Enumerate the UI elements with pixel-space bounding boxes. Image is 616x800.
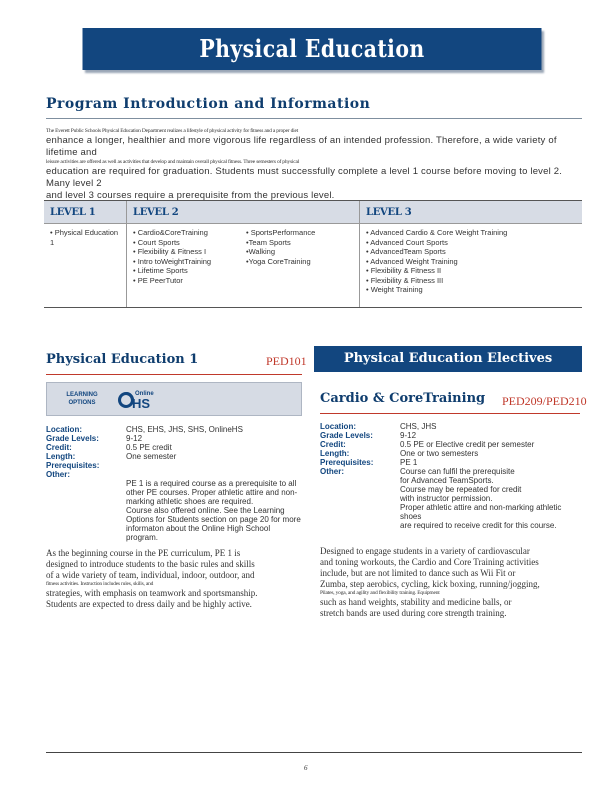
field-row bbox=[320, 440, 582, 449]
course-item: • Advanced Court Sports bbox=[366, 237, 448, 247]
level2-list-a bbox=[133, 228, 228, 285]
page-number: 6 bbox=[304, 764, 308, 772]
field-key: Location: bbox=[320, 422, 356, 431]
pe1-code: PED101 bbox=[266, 354, 307, 368]
course-item: • Flexibility & Fitness I bbox=[133, 247, 207, 256]
electives-banner: Physical Education Electives bbox=[314, 346, 582, 372]
field-value: CHS, EHS, JHS, SHS, OnlineHS bbox=[126, 425, 243, 434]
spacer bbox=[46, 515, 126, 524]
field-value: 0.5 PE credit bbox=[126, 443, 172, 452]
intro-line: leisure activities are offered as well as activities that develop and maintain overall physical fitness. Three semesters of physical bbox=[46, 159, 300, 165]
field-key: Credit: bbox=[320, 440, 346, 449]
other-text: PE 1 is a required course as a prerequisite to all bbox=[126, 479, 297, 488]
desc-line: designed to introduce students to the basic rules and skills bbox=[46, 559, 255, 569]
field-value: One or two semesters bbox=[400, 449, 479, 458]
field-key: Prerequisites: bbox=[46, 461, 100, 470]
desc-line: Designed to engage students in a variety of cardiovascular bbox=[320, 546, 530, 556]
field-row bbox=[46, 470, 302, 479]
divider bbox=[46, 118, 582, 119]
other-text: with instructor permission. bbox=[400, 494, 493, 503]
course-item: • Physical Education 1 bbox=[50, 228, 119, 247]
course-item: •Yoga CoreTraining bbox=[246, 256, 311, 266]
other-line bbox=[46, 515, 302, 524]
field-row bbox=[320, 467, 582, 476]
page-banner bbox=[83, 28, 542, 70]
other-line bbox=[46, 506, 302, 515]
course-item: • Lifetime Sports bbox=[133, 266, 188, 275]
other-line bbox=[320, 494, 582, 503]
field-key: Length: bbox=[46, 452, 76, 461]
other-line bbox=[320, 503, 582, 521]
field-key: Other: bbox=[320, 467, 344, 476]
other-text: Options for Students section on page 20 for more bbox=[126, 515, 301, 524]
level-header: LEVEL 3 bbox=[360, 201, 583, 224]
course-item: • Flexibility & Fitness III bbox=[366, 275, 444, 285]
other-text: other PE courses. Proper athletic attire and non- bbox=[126, 488, 298, 497]
cardio-underline bbox=[320, 413, 580, 414]
other-text: for Advanced TeamSports. bbox=[400, 476, 494, 485]
field-key: Grade Levels: bbox=[320, 431, 373, 440]
field-row bbox=[320, 422, 582, 431]
level2-list-b bbox=[246, 228, 315, 285]
field-value: PE 1 bbox=[400, 458, 418, 467]
other-line bbox=[46, 497, 302, 506]
intro-line: The Everett Public Schools Physical Education Department realizes a lifestyle of physical activity for fitness and a proper diet bbox=[46, 128, 299, 134]
other-text: are required to receive credit for this course. bbox=[400, 521, 557, 530]
intro-line: enhance a longer, healthier and more vigorous life regardless of an intended profession. Therefore, a wide variety of lifetime and bbox=[46, 135, 557, 158]
cardio-fields bbox=[320, 422, 582, 530]
level-header: LEVEL 2 bbox=[127, 201, 360, 224]
course-item: • AdvancedTeam Sports bbox=[366, 247, 446, 256]
spacer bbox=[46, 479, 126, 488]
other-line bbox=[46, 479, 302, 488]
desc-line: of a wide variety of team, individual, indoor, outdoor, and bbox=[46, 570, 255, 580]
desc-line: such as hand weights, stability and medicine balls, or bbox=[320, 597, 512, 607]
desc-line: Pilates, yoga, and agility and flexibility training. Equipment bbox=[320, 590, 440, 596]
intro-line: education are required for graduation. Students must successfully complete a level 1 course before moving to level 2. Many level 2 bbox=[46, 166, 563, 189]
desc-line: stretch bands are used during core strength training. bbox=[320, 608, 507, 618]
course-item: • Court Sports bbox=[133, 237, 180, 247]
program-intro-heading: Program Introduction and Information bbox=[46, 96, 371, 112]
course-item: • Flexibility & Fitness II bbox=[366, 266, 442, 275]
spacer bbox=[46, 524, 126, 542]
field-value bbox=[126, 470, 302, 479]
field-row bbox=[46, 452, 302, 461]
field-value: 0.5 PE or Elective credit per semester bbox=[400, 440, 535, 449]
course-item: • SportsPerformance bbox=[246, 228, 316, 237]
other-text: Proper athletic attire and non-marking athletic shoes bbox=[400, 503, 562, 521]
page-title: Physical Education bbox=[199, 34, 425, 63]
course-item: • PE PeerTutor bbox=[133, 275, 183, 285]
level3-cell bbox=[360, 224, 583, 308]
learning-options-box bbox=[46, 382, 302, 416]
levels-table bbox=[44, 200, 582, 308]
field-row bbox=[46, 425, 302, 434]
spacer bbox=[320, 476, 400, 485]
level2-cell bbox=[127, 224, 360, 308]
field-value: 9-12 bbox=[126, 434, 143, 443]
intro-line: and level 3 courses require a prerequisite from the previous level. bbox=[46, 190, 335, 201]
online-hs-logo-icon bbox=[117, 387, 157, 411]
desc-line: Students are expected to dress daily and be highly active. bbox=[46, 599, 252, 609]
other-text: informaton about the Online High School program. bbox=[126, 524, 271, 542]
spacer bbox=[320, 521, 400, 530]
field-value bbox=[126, 461, 302, 470]
course-item: •Team Sports bbox=[246, 237, 291, 247]
other-text: marking athletic shoes are required. bbox=[126, 497, 254, 506]
field-key: Grade Levels: bbox=[46, 434, 99, 443]
level-header: LEVEL 1 bbox=[44, 201, 127, 224]
svg-text:HS: HS bbox=[132, 396, 151, 411]
course-item: • Intro toWeightTraining bbox=[133, 256, 212, 266]
other-line bbox=[46, 524, 302, 542]
cardio-code: PED209/PED210 bbox=[502, 394, 587, 408]
field-key: Length: bbox=[320, 449, 350, 458]
desc-line: fitness activities. Instruction includes rules, skills, and bbox=[46, 581, 154, 587]
spacer bbox=[320, 485, 400, 494]
online-hs-logo bbox=[117, 387, 157, 411]
desc-line: include, but are not limited to dance such as Wii Fit or bbox=[320, 568, 516, 578]
level1-list bbox=[50, 228, 120, 247]
level3-list bbox=[366, 228, 576, 295]
desc-line: As the beginning course in the PE curriculum, PE 1 is bbox=[46, 548, 241, 558]
pe1-title: Physical Education 1 bbox=[46, 352, 199, 367]
field-value: Course can fulfil the prerequisite bbox=[400, 467, 515, 476]
field-key: Credit: bbox=[46, 443, 72, 452]
spacer bbox=[46, 497, 126, 506]
desc-line: strategies, with emphasis on teamwork and sportsmanship. bbox=[46, 588, 258, 598]
cardio-description bbox=[320, 546, 582, 619]
field-row bbox=[46, 434, 302, 443]
other-line bbox=[320, 521, 582, 530]
course-item: • Advanced Cardio & Core Weight Training bbox=[366, 228, 508, 237]
spacer bbox=[320, 503, 400, 521]
svg-text:Online: Online bbox=[135, 391, 154, 397]
other-text: Course also offered online. See the Learning bbox=[126, 506, 285, 515]
field-row bbox=[46, 443, 302, 452]
field-key: Other: bbox=[46, 470, 70, 479]
other-line bbox=[320, 485, 582, 494]
field-row bbox=[46, 461, 302, 470]
desc-line: and toning workouts, the Cardio and Core Training activities bbox=[320, 557, 539, 567]
field-key: Location: bbox=[46, 425, 82, 434]
course-item: •Walking bbox=[246, 247, 276, 256]
learning-options-label: LEARNING OPTIONS bbox=[66, 392, 98, 406]
desc-line: Zumba, step aerobics, cycling, kick boxing, running/jogging, bbox=[320, 579, 540, 589]
other-line bbox=[320, 476, 582, 485]
field-row bbox=[320, 431, 582, 440]
field-value: CHS, JHS bbox=[400, 422, 437, 431]
field-value: 9-12 bbox=[400, 431, 417, 440]
pe1-fields bbox=[46, 425, 302, 542]
level1-cell bbox=[44, 224, 127, 308]
cardio-title: Cardio & CoreTraining bbox=[320, 391, 486, 406]
field-key: Prerequisites: bbox=[320, 458, 374, 467]
spacer bbox=[46, 506, 126, 515]
course-item: • Advanced Weight Training bbox=[366, 256, 458, 266]
field-row bbox=[320, 449, 582, 458]
intro-paragraph bbox=[46, 128, 582, 202]
course-item: • Cardio&CoreTraining bbox=[133, 228, 208, 237]
course-item: • Weight Training bbox=[366, 285, 423, 294]
other-line bbox=[46, 488, 302, 497]
spacer bbox=[46, 488, 126, 497]
pe1-underline bbox=[46, 374, 302, 375]
pe1-description bbox=[46, 548, 306, 610]
footer-divider bbox=[46, 752, 582, 753]
spacer bbox=[320, 494, 400, 503]
field-row bbox=[320, 458, 582, 467]
other-text: Course may be repeated for credit bbox=[400, 485, 522, 494]
field-value: One semester bbox=[126, 452, 177, 461]
